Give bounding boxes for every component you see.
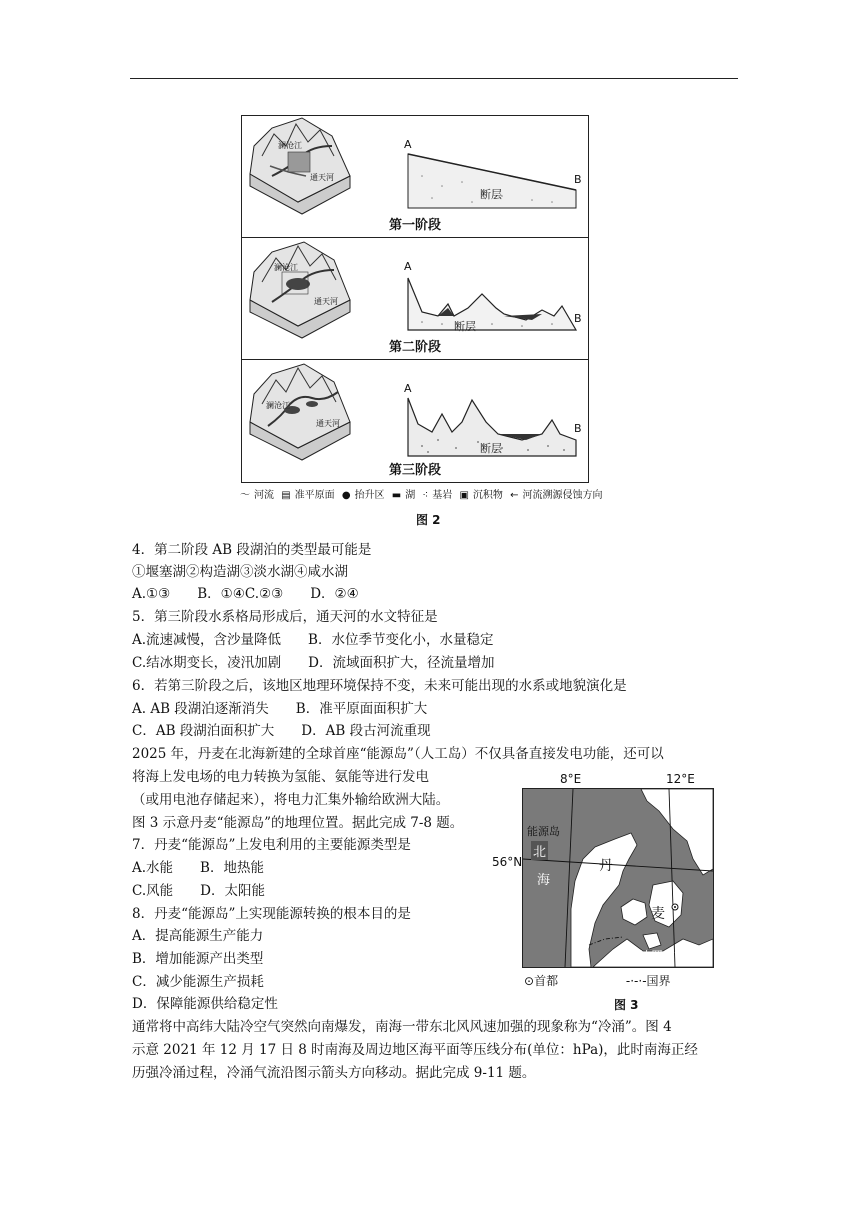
legend-bedrock: 基岩 xyxy=(432,490,453,501)
q4-choices: A.①③ B．①④C.②③ D．②④ xyxy=(132,586,359,602)
intro78-line-1: 2025 年，丹麦在北海新建的全球首座“能源岛”（人工岛）不仅具备直接发电功能，还可以 xyxy=(132,746,664,762)
header-rule xyxy=(130,78,738,79)
denmark-map-drawing xyxy=(523,789,713,967)
baltic-sea-label: 波罗的海 xyxy=(639,949,688,963)
fault-label: 断层 xyxy=(454,320,476,333)
fault-label: 断层 xyxy=(480,188,502,201)
point-b-label: B xyxy=(574,173,582,186)
river-tongtian-label: 通天河 xyxy=(310,173,334,182)
north-sea-char-2: 海 xyxy=(537,873,551,888)
figure-2-legend xyxy=(240,486,620,501)
point-b-label: B xyxy=(574,312,582,325)
longitude-12e-label: 12°E xyxy=(666,772,695,786)
q7-choices-cd: C.风能 D．太阳能 xyxy=(132,883,265,899)
intro911-line-1: 通常将中高纬大陆冷空气突然向南爆发，南海一带东北风风速加强的现象称为“冷涌”。图 4 xyxy=(132,1019,672,1035)
legend-river: 河流 xyxy=(254,490,274,501)
q6-stem: 6．若第三阶段之后，该地区地理环境保持不变，未来可能出现的水系或地貌演化是 xyxy=(132,678,627,694)
stage-2-panel xyxy=(242,238,588,360)
legend-sediment: 沉积物 xyxy=(472,490,503,501)
capital-icon: ⊙ xyxy=(524,974,535,988)
figure-2 xyxy=(241,115,589,483)
stage-3-title: 第三阶段 xyxy=(388,463,441,478)
intro911-line-2: 示意 2021 年 12 月 17 日 8 时南海及周边地区海平面等压线分布(单位：hPa)，此时南海正经 xyxy=(132,1042,698,1058)
intro78-line-2: 将海上发电场的电力转换为氢能、氨能等进行发电 xyxy=(132,769,429,785)
intro911-line-3: 历强冷涌过程，冷涌气流沿图示箭头方向移动。据此完成 9-11 题。 xyxy=(132,1065,536,1081)
intro78-line-3: （或用电池存储起来），将电力汇集外输给欧洲大陆。 xyxy=(132,792,450,808)
q6-choices-ab: A. AB 段湖泊逐渐消失 B．准平原面面积扩大 xyxy=(132,701,428,717)
point-b-label: B xyxy=(574,422,582,435)
q8-stem: 8．丹麦“能源岛”上实现能源转换的根本目的是 xyxy=(132,906,411,922)
q7-stem: 7．丹麦“能源岛”上发电利用的主要能源类型是 xyxy=(132,837,411,853)
longitude-8e-label: 8°E xyxy=(560,772,582,786)
q4-options: ①堰塞湖②构造湖③淡水湖④咸水湖 xyxy=(132,564,348,580)
q8-choice-b: B．增加能源产出类型 xyxy=(132,951,264,967)
erosion-arrow-icon: ← xyxy=(510,490,519,501)
legend-erosion: 河流溯源侵蚀方向 xyxy=(522,490,603,501)
figure-3-caption: 图 3 xyxy=(614,998,639,1012)
figure-3-map xyxy=(522,788,714,968)
q5-stem: 5．第三阶段水系格局形成后，通天河的水文特征是 xyxy=(132,609,438,625)
river-tongtian-label: 通天河 xyxy=(316,419,340,428)
stage-3-panel xyxy=(242,360,588,482)
stage-1-panel xyxy=(242,116,588,238)
river-lancang-label: 澜沧江 xyxy=(278,141,302,150)
uplift-legend-icon: ● xyxy=(341,490,351,501)
stage-1-title: 第一阶段 xyxy=(388,218,441,233)
river-tongtian-label: 通天河 xyxy=(314,297,338,306)
q4-stem: 4．第二阶段 AB 段湖泊的类型最可能是 xyxy=(132,542,372,558)
q6-choices-cd: C．AB 段湖泊面积扩大 D．AB 段古河流重现 xyxy=(132,723,431,739)
legend-capital: 首都 xyxy=(534,974,559,988)
lake-legend-icon: ▬ xyxy=(391,490,402,501)
river-lancang-label: 澜沧江 xyxy=(266,401,290,410)
river-lancang-label: 澜沧江 xyxy=(274,263,298,272)
q8-choice-c: C．减少能源生产损耗 xyxy=(132,974,264,990)
q5-choices-ab: A.流速减慢，含沙量降低 B．水位季节变化小，水量稳定 xyxy=(132,632,494,648)
q7-choices-ab: A.水能 B．地热能 xyxy=(132,860,264,876)
denmark-char-1: 丹 xyxy=(599,858,613,874)
intro78-line-4: 图 3 示意丹麦“能源岛”的地理位置。据此完成 7-8 题。 xyxy=(132,815,464,831)
energy-island-label: 能源岛 xyxy=(527,825,560,838)
fault-label: 断层 xyxy=(480,442,502,455)
latitude-56n-label: 56°N xyxy=(492,855,523,869)
point-a-label: A xyxy=(404,382,412,395)
figure-3-legend xyxy=(524,972,671,989)
q8-choice-d: D．保障能源供给稳定性 xyxy=(132,996,278,1012)
q8-choice-a: A．提高能源生产能力 xyxy=(132,928,264,944)
figure-2-caption: 图 2 xyxy=(416,513,441,527)
point-a-label: A xyxy=(404,138,412,151)
north-sea-char-1: 北 xyxy=(531,841,548,860)
stage-2-title: 第二阶段 xyxy=(388,340,441,355)
denmark-char-2: 麦 xyxy=(651,906,665,922)
legend-uplift: 抬升区 xyxy=(354,490,385,501)
legend-lake: 湖 xyxy=(405,490,416,501)
legend-border: 国界 xyxy=(646,974,671,988)
peneplain-legend-icon: ▤ xyxy=(281,490,291,501)
river-legend-icon: 〜 xyxy=(240,490,250,501)
border-line-icon: -·-·- xyxy=(625,974,647,988)
point-a-label: A xyxy=(404,260,412,273)
sediment-legend-icon: ▣ xyxy=(459,490,469,501)
legend-peneplain: 准平原面 xyxy=(294,490,335,501)
q5-choices-cd: C.结冰期变长，凌汛加剧 D．流域面积扩大，径流量增加 xyxy=(132,655,495,671)
bedrock-legend-icon: ⁖ xyxy=(422,490,429,501)
